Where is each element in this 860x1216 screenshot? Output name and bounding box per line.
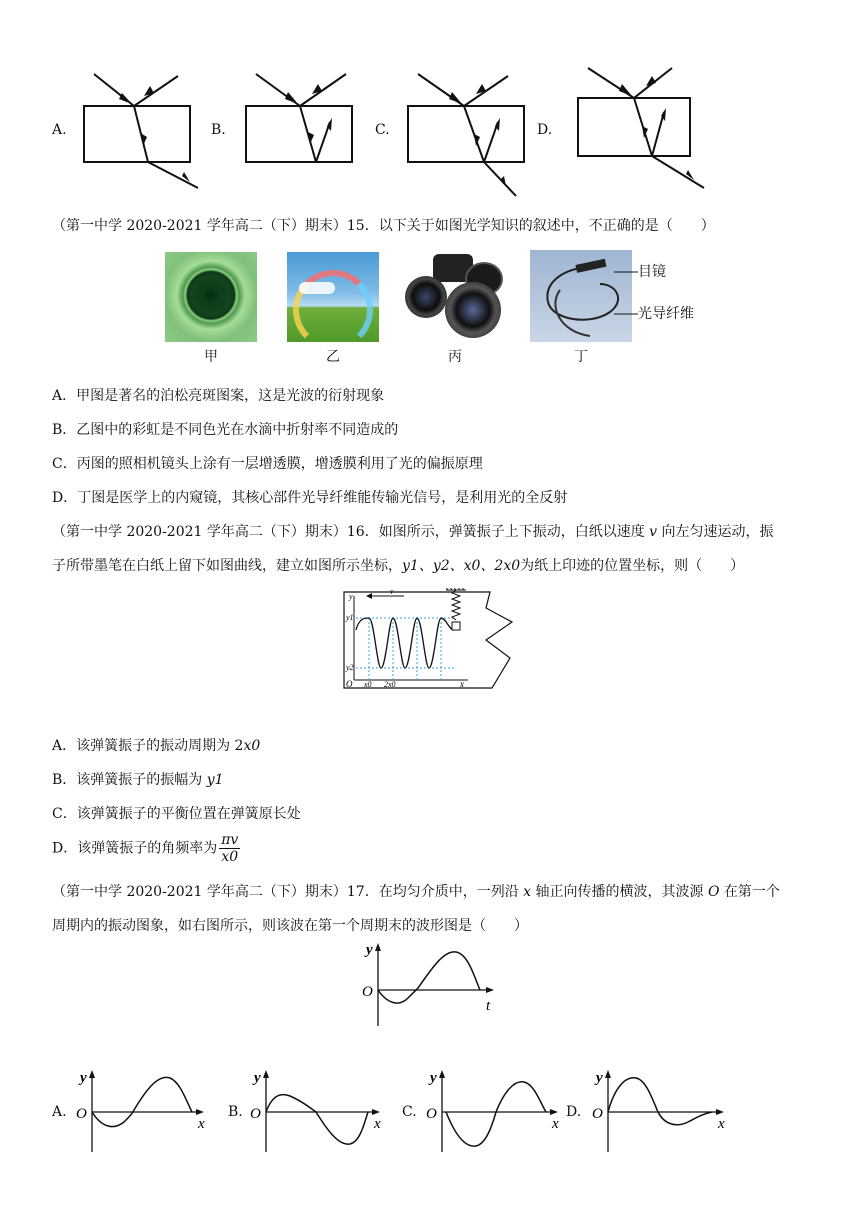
camera-lens-image — [403, 252, 503, 342]
q15-stem — [52, 216, 715, 236]
q16-choice-b[interactable]: B．该弹簧振子的振幅为 y1 — [52, 772, 224, 788]
q17-stem-line1: （第一中学 2020-2021 学年高二（下）期末）17．在均匀介质中，一列沿 x 轴正向传播的横波，其波源 O 在第一个 — [52, 884, 780, 900]
q17-option-b-graph — [248, 1066, 390, 1156]
q16-source: （第一中学 2020-2021 学年高二（下）期末） — [52, 524, 347, 540]
photo-caption-ding: 丁 — [574, 349, 588, 365]
angular-frequency-fraction: $\frac{\pi v}{x0}$ — [221, 832, 239, 865]
q16-spring-figure — [342, 588, 524, 692]
rainbow-image — [287, 252, 379, 342]
q16-label-y2: y2 — [346, 663, 354, 672]
photo-caption-bing: 丙 — [448, 349, 462, 365]
q14-option-b-label[interactable]: B. — [211, 122, 226, 138]
q14-option-d-diagram — [566, 60, 706, 192]
photo-caption-yi: 乙 — [326, 349, 340, 365]
svg-text:x: x — [374, 1116, 381, 1132]
q16-label-v: v — [390, 588, 394, 596]
q14-option-d-label[interactable]: D. — [537, 122, 553, 138]
q15-choice-a[interactable]: A．甲图是著名的泊松亮斑图案，这是光波的衍射现象 — [52, 388, 385, 404]
q15-choice-d[interactable]: D．丁图是医学上的内窥镜，其核心部件光导纤维能传输光信号，是利用光的全反射 — [52, 490, 568, 506]
q16-stem-line2: 子所带墨笔在白纸上留下如图曲线，建立如图所示坐标，y1、y2、x0、2x0为纸上印迹的位置坐标，则（ ） — [52, 558, 745, 574]
glass-block — [246, 106, 352, 162]
q16-stem-line1: （第一中学 2020-2021 学年高二（下）期末）16．如图所示，弹簧振子上下振动，白纸以速度 v 向左匀速运动，振 — [52, 524, 774, 540]
svg-text:y: y — [596, 1070, 603, 1086]
svg-text:y: y — [254, 1070, 261, 1086]
q16-label-y1: y1 — [346, 613, 354, 622]
q17-option-a-graph — [74, 1066, 214, 1156]
svg-text:x: x — [718, 1116, 725, 1132]
q15-choice-b[interactable]: B．乙图中的彩虹是不同色光在水滴中折射率不同造成的 — [52, 422, 399, 438]
poisson-spot-image — [165, 252, 257, 342]
q16-label-x: x — [460, 679, 464, 689]
q17-option-c-label[interactable]: C. — [402, 1104, 417, 1120]
q17-option-d-label[interactable]: D. — [566, 1104, 582, 1120]
q15-question: 15．以下关于如图光学知识的叙述中，不正确的是（ ） — [346, 218, 715, 234]
q15-choice-c[interactable]: C．丙图的照相机镜头上涂有一层增透膜，增透膜利用了光的偏振原理 — [52, 456, 483, 472]
q14-option-a-label[interactable]: A. — [52, 122, 67, 138]
endoscope-label-eyepiece: 目镜 — [638, 264, 666, 280]
q15-source: （第一中学 2020-2021 学年高二（下）期末） — [52, 218, 347, 234]
q14-option-b-diagram — [234, 66, 366, 174]
q16-choice-d[interactable]: D．该弹簧振子的角频率为 $\frac{\pi v}{x0}$ — [52, 832, 239, 865]
q14-option-a-diagram — [72, 66, 204, 194]
svg-text:t: t — [486, 998, 491, 1014]
q17-stem-line2: 周期内的振动图象，如右图所示，则该波在第一个周期末的波形图是（ ） — [52, 918, 528, 934]
q17-option-a-label[interactable]: A. — [52, 1104, 67, 1120]
svg-text:O: O — [426, 1106, 437, 1122]
q17-option-b-label[interactable]: B. — [228, 1104, 243, 1120]
svg-text:y: y — [430, 1070, 437, 1086]
q16-label-2x0: 2x0 — [384, 680, 396, 689]
q16-choice-a[interactable]: A．该弹簧振子的振动周期为 2x0 — [52, 738, 261, 754]
q16-label-y: y — [349, 592, 353, 601]
svg-text:x: x — [552, 1116, 559, 1132]
svg-text:y: y — [366, 942, 373, 958]
q14-option-c-label[interactable]: C. — [375, 122, 390, 138]
svg-text:O: O — [362, 984, 373, 1000]
q17-source: （第一中学 2020-2021 学年高二（下）期末） — [52, 884, 347, 900]
svg-text:y: y — [80, 1070, 87, 1086]
svg-text:x: x — [198, 1116, 205, 1132]
q16-label-origin: O — [346, 679, 353, 689]
glass-block — [578, 98, 690, 156]
q16-choice-c[interactable]: C．该弹簧振子的平衡位置在弹簧原长处 — [52, 806, 301, 822]
q16-label-x0: x0 — [364, 680, 372, 689]
svg-text:O: O — [76, 1106, 87, 1122]
q17-option-c-graph — [424, 1066, 568, 1156]
svg-text:O: O — [250, 1106, 261, 1122]
photo-caption-jia: 甲 — [204, 349, 218, 365]
q17-vibration-graph — [356, 940, 502, 1030]
q17-option-d-graph — [590, 1066, 734, 1156]
endoscope-label-fiber: 光导纤维 — [638, 306, 694, 322]
svg-text:O: O — [592, 1106, 603, 1122]
q14-option-c-diagram — [396, 66, 528, 198]
